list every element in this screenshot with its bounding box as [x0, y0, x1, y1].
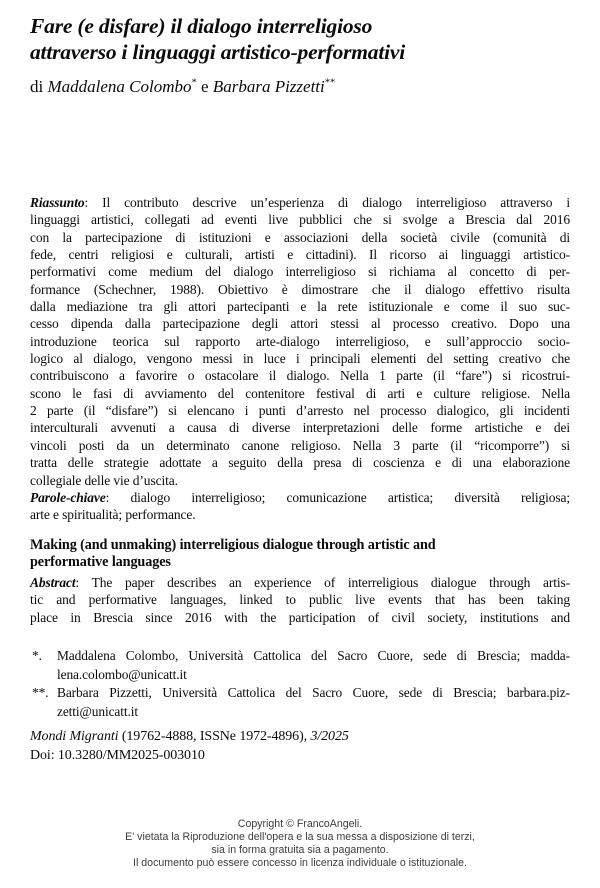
- journal-line: [30, 728, 570, 747]
- text-line: collegiale delle vie d’uscita.: [30, 472, 178, 488]
- footnote-text: Barbara Pizzetti, Università Cattolica del Sacro Cuore, sede di Brescia; barbara.piz-: [57, 685, 570, 701]
- text-line: : Il contributo descrive un’esperienza di dialogo interreligioso attraverso i: [84, 195, 570, 210]
- byline: [30, 76, 570, 98]
- footnote-continuation: lena.colombo@unicatt.it: [57, 666, 187, 682]
- text-line: logico al dialogo, vengono messi in luce i principali elementi del setting creativo che: [30, 351, 570, 367]
- text-line: tratta delle strategie adottate a seguito della presa di coscienza e di una elaborazione: [30, 455, 570, 471]
- footnote-continuation: zetti@unicatt.it: [57, 703, 139, 719]
- title-line: Fare (e disfare) il dialogo interreligioso: [30, 14, 373, 38]
- english-heading: [30, 537, 570, 572]
- journal-name: Mondi Migranti: [30, 729, 119, 744]
- footnote-text: Maddalena Colombo, Università Cattolica del Sacro Cuore, sede di Brescia; madda-: [57, 648, 570, 663]
- text-line: [30, 194, 570, 211]
- copyright-line: E' vietata la Riproduzione dell'opera e la sua messa a disposizione di terzi,: [125, 831, 475, 843]
- footnote-marker: *.: [32, 648, 42, 663]
- text-line: dalla mediazione tra gli attori partecipanti e la rete istituzionale e come il suo suc-: [30, 299, 570, 315]
- journal-identification: [30, 728, 570, 766]
- text-line: [30, 574, 570, 591]
- footnotes: [30, 647, 570, 721]
- keywords-label: Parole-chiave: [30, 489, 106, 505]
- abstract-paragraph: [30, 574, 570, 626]
- riassunto-paragraph: [30, 194, 570, 524]
- copyright-line: Il documento può essere concesso in licenza individuale o istituzionale.: [133, 857, 467, 869]
- text-line: tic and performative languages, linked to public live events that has been taking: [30, 592, 570, 608]
- journal-issue: 3/2025: [310, 729, 349, 744]
- text-line: linguaggi artistici, collegati ad eventi live pubblici che si svolge a Brescia dal 2016: [30, 212, 570, 228]
- journal-issn: (19762-4888, ISSNe 1972-4896),: [118, 729, 311, 744]
- text-line: introduzione teorica sul rapporto arte-dialogo interreligioso, e sull’approccio socio-: [30, 333, 570, 349]
- copyright-block: [0, 818, 600, 870]
- text-line: cesso dipenda dalla partecipazione degli attori stessi al processo creativo. Dopo una: [30, 316, 570, 332]
- abstract-label: Abstract: [30, 575, 76, 590]
- footnote-marker: **.: [32, 685, 49, 701]
- heading-line: Making (and unmaking) interreligious dialogue through artistic and: [30, 537, 436, 553]
- byline-prefix: di: [30, 77, 48, 96]
- author-name: Maddalena Colombo: [47, 77, 192, 96]
- heading-line: performative languages: [30, 554, 171, 571]
- text-line: : The paper describes an experience of interreligious dialogue through artis-: [75, 575, 570, 590]
- title-line: attraverso i linguaggi artistico-performativi: [30, 40, 406, 64]
- author-footnote-mark: **: [324, 77, 336, 89]
- footnote: [30, 647, 570, 666]
- text-line: performativi come medium del dialogo interreligioso si richiama al concetto di per-: [30, 264, 570, 280]
- text-line: 2 parte (il “disfare”) si elencano i punti d’arresto nel processo dialogico, gli incidenti: [30, 403, 570, 419]
- copyright-line: sia in forma gratuita sia a pagamento.: [211, 844, 389, 856]
- text-line: interculturali avvenuti a causa di diverse interpretazioni delle forme artistiche e dei: [30, 420, 570, 436]
- footnote: [30, 684, 570, 703]
- text-line: fede, centri religiosi e culturali, artisti e cittadini). Il ricorso ai linguaggi artistico-: [30, 247, 570, 263]
- byline-conjunction: e: [196, 77, 213, 96]
- text-line: formance (Schechner, 1988). Obiettivo è dimostrare che il dialogo effettivo risulta: [30, 281, 570, 297]
- article-title: [30, 13, 570, 65]
- copyright-line: Copyright © FrancoAngeli.: [237, 818, 363, 830]
- author-name: Barbara Pizzetti: [212, 77, 325, 96]
- author-footnote-mark: *: [191, 77, 197, 89]
- keywords-line: [30, 489, 570, 506]
- text-line: vincoli posti da un determinato canone religioso. Nella 3 parte (il “ricomporre”) si: [30, 437, 570, 453]
- text-line: : dialogo interreligioso; comunicazione artistica; diversità religiosa;: [105, 489, 570, 505]
- riassunto-label: Riassunto: [30, 195, 85, 210]
- doi-line: Doi: 10.3280/MM2025-003010: [30, 747, 205, 763]
- text-line: con la partecipazione di istituzioni e associazioni della società civile (comunità di: [30, 229, 570, 245]
- text-line: contribuiscono a favorire o ostacolare il dialogo. Nella 1 parte (il “fare”) si ricostrui-: [30, 368, 570, 384]
- keywords-line: arte e spiritualità; performance.: [30, 507, 196, 523]
- text-line: scono le fasi di avviamento del contenitore festival di arti e culture religiose. Nella: [30, 385, 570, 401]
- text-line: place in Brescia since 2016 with the participation of civil society, institutions and: [30, 609, 570, 625]
